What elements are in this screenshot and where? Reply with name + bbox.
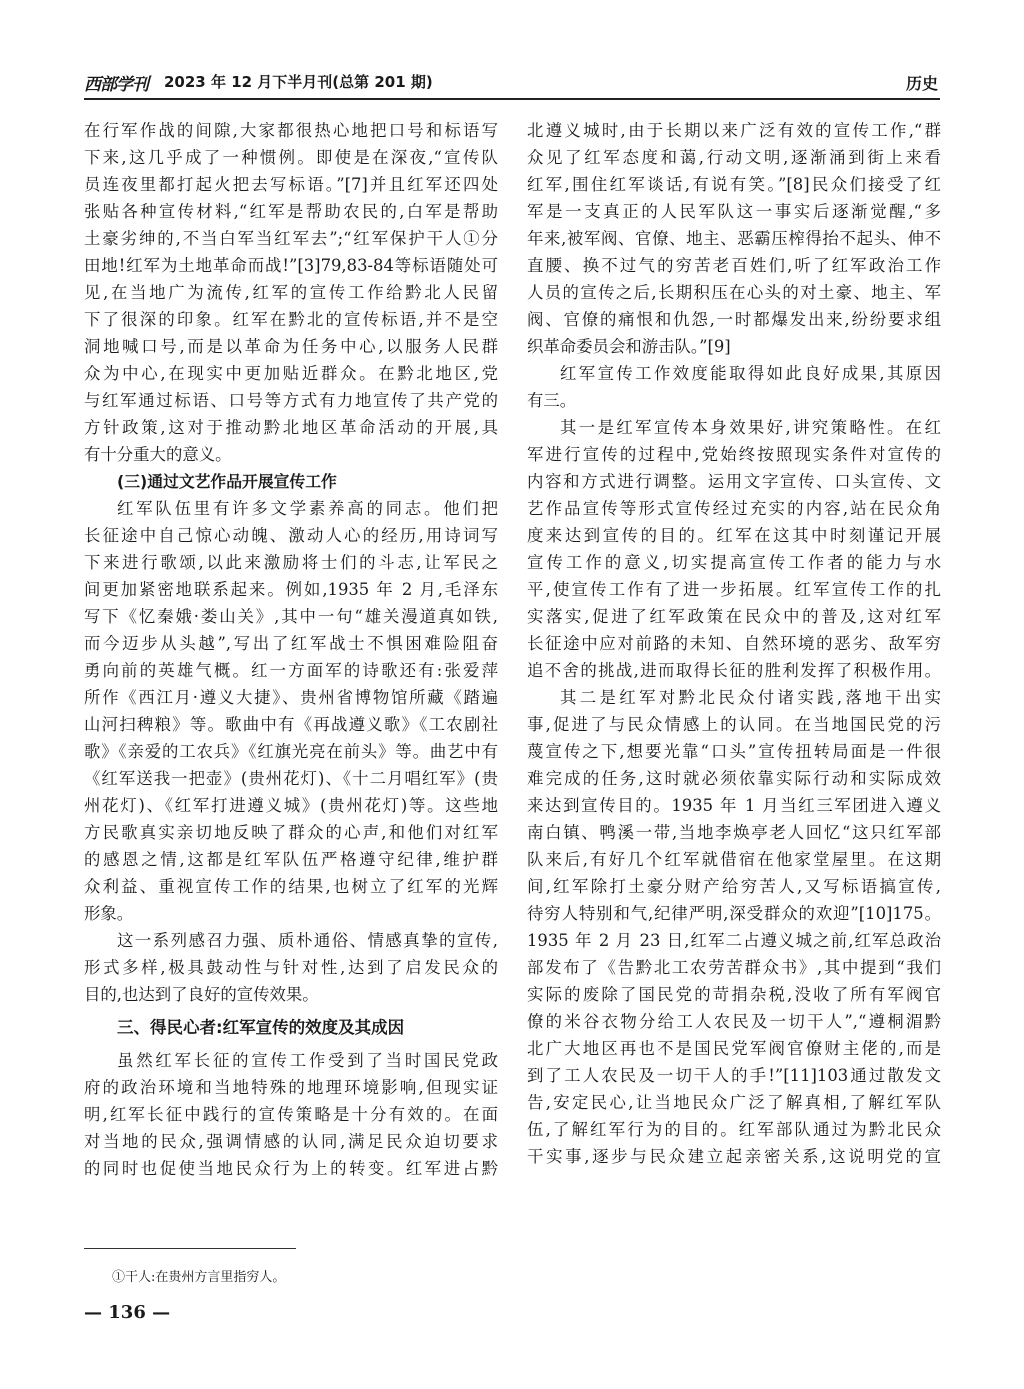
page-number: — 136 —: [84, 1302, 171, 1323]
text-line: 下了很深的印象。红军在黔北的宣传标语,并不是空: [84, 310, 498, 329]
text-line: 州花灯)、《红军打进遵义城》(贵州花灯)等。这些地: [84, 796, 498, 815]
footnote: ①干人:在贵州方言里指穷人。: [112, 1270, 286, 1285]
text-line: 方民歌真实亲切地反映了群众的心声,和他们对红军: [84, 823, 498, 842]
issue-info: 2023 年 12 月下半月刊(总第 201 期): [164, 73, 433, 91]
text-line: 间更加紧密地联系起来。例如,1935 年 2 月,毛泽东: [84, 580, 498, 599]
text-line: 这一系列感召力强、质朴通俗、情感真挚的宣传,: [117, 931, 498, 950]
text-line: 府的政治环境和当地特殊的地理环境影响,但现实证: [84, 1078, 498, 1097]
text-line: 干实事,逐步与民众建立起亲密关系,这说明党的宣: [527, 1147, 941, 1166]
journal-logo: 西部学刊: [84, 75, 148, 95]
section-heading: 三、得民心者:红军宣传的效度及其成因: [117, 1018, 405, 1037]
text-line: 红军宣传工作效度能取得如此良好成果,其原因: [560, 364, 941, 383]
text-line: 员连夜里都打起火把去写标语。”[7]并且红军还四处: [84, 175, 498, 194]
text-line: 平,使宣传工作有了进一步拓展。红军宣传工作的扎: [527, 580, 941, 599]
text-line: 北广大地区再也不是国民党军阀官僚财主佬的,而是: [527, 1039, 941, 1058]
text-line: 到了工人农民及一切干人的手!”[11]103通过散发文: [527, 1066, 941, 1085]
text-line: 形式多样,极具鼓动性与针对性,达到了启发民众的: [84, 958, 498, 977]
text-line: 艺作品宣传等形式宣传经过充实的内容,站在民众角: [527, 499, 941, 518]
text-line: 宣传工作的意义,切实提高宣传工作者的能力与水: [527, 553, 941, 572]
right-column: [527, 117, 941, 1170]
text-line: 的感恩之情,这都是红军队伍严格遵守纪律,维护群: [84, 850, 498, 869]
text-line: 众为中心,在现实中更加贴近群众。在黔北地区,党: [84, 364, 498, 383]
text-line: 伍,了解红军行为的目的。红军部队通过为黔北民众: [527, 1120, 941, 1139]
text-line: 在行军作战的间隙,大家都很热心地把口号和标语写: [84, 121, 498, 140]
text-line: 见,在当地广为流传,红军的宣传工作给黔北人民留: [84, 283, 498, 302]
text-line: 直腰、换不过气的穷苦老百姓们,听了红军政治工作: [527, 256, 941, 275]
text-line: 歌》《亲爱的工农兵》《红旗光亮在前头》等。曲艺中有: [84, 742, 498, 761]
left-column: [84, 117, 498, 1182]
text-line: 众见了红军态度和蔼,行动文明,逐渐涌到街上来看: [527, 148, 941, 167]
text-line: 蔑宣传之下,想要光靠“口头”宣传扭转局面是一件很: [527, 742, 941, 761]
text-line: 实际的废除了国民党的苛捐杂税,没收了所有军阀官: [527, 985, 941, 1004]
text-line: 明,红军长征中践行的宣传策略是十分有效的。在面: [84, 1105, 498, 1124]
text-line: 对当地的民众,强调情感的认同,满足民众迫切要求: [84, 1132, 498, 1151]
text-line: 山河扫稗粮》等。歌曲中有《再战遵义歌》《工农剧社: [84, 715, 498, 734]
subsection-heading: (三)通过文艺作品开展宣传工作: [117, 472, 337, 491]
text-line: 待穷人特别和气,纪律严明,深受群众的欢迎”[10]175。: [527, 904, 941, 923]
text-line: 南白镇、鸭溪一带,当地李焕亭老人回忆“这只红军部: [527, 823, 941, 842]
text-line: 实落实,促进了红军政策在民众中的普及,这对红军: [527, 607, 941, 626]
text-line: 织革命委员会和游击队。”[9]: [527, 337, 731, 356]
text-line: 难完成的任务,这时就必须依靠实际行动和实际成效: [527, 769, 941, 788]
text-line: 土豪劣绅的,不当白军当红军去”;“红军保护干人①分: [84, 229, 498, 248]
text-line: 张贴各种宣传材料,“红军是帮助农民的,白军是帮助: [84, 202, 498, 221]
text-line: 有十分重大的意义。: [84, 445, 232, 464]
text-line: 队来后,有好几个红军就借宿在他家堂屋里。在这期: [527, 850, 941, 869]
text-line: 阀、官僚的痛恨和仇怨,一时都爆发出来,纷纷要求组: [527, 310, 941, 329]
text-line: 下来进行歌颂,以此来激励将士们的斗志,让军民之: [84, 553, 498, 572]
text-line: 来达到宣传目的。1935 年 1 月当红三军团进入遵义: [527, 796, 941, 815]
text-line: 勇向前的英雄气概。红一方面军的诗歌还有:张爱萍: [84, 661, 498, 680]
text-line: 《红军送我一把壶》(贵州花灯)、《十二月唱红军》(贵: [84, 769, 498, 788]
text-line: 有三。: [527, 391, 577, 410]
text-line: 方针政策,这对于推动黔北地区革命活动的开展,具: [84, 418, 498, 437]
text-line: 红军队伍里有许多文学素养高的同志。他们把: [117, 499, 498, 518]
text-line: 的同时也促使当地民众行为上的转变。红军进占黔: [84, 1159, 498, 1178]
text-line: 部发布了《告黔北工农劳苦群众书》,其中提到“我们: [527, 958, 941, 977]
text-line: 与红军通过标语、口号等方式有力地宣传了共产党的: [84, 391, 498, 410]
text-line: 田地!红军为土地革命而战!”[3]79,83-84等标语随处可: [84, 256, 498, 275]
section-label: 历史: [905, 74, 938, 93]
footnote-divider: [84, 1248, 296, 1249]
text-line: 其二是红军对黔北民众付诸实践,落地干出实: [560, 688, 941, 707]
text-line: 众利益、重视宣传工作的结果,也树立了红军的光辉: [84, 877, 498, 896]
text-line: 内容和方式进行调整。运用文字宣传、口头宣传、文: [527, 472, 941, 491]
text-line: 长征途中应对前路的未知、自然环境的恶劣、敌军穷: [527, 634, 941, 653]
text-line: 虽然红军长征的宣传工作受到了当时国民党政: [117, 1051, 498, 1070]
text-line: 1935 年 2 月 23 日,红军二占遵义城之前,红军总政治: [527, 931, 941, 950]
text-line: 事,促进了与民众情感上的认同。在当地国民党的污: [527, 715, 941, 734]
text-line: 形象。: [84, 904, 134, 923]
text-line: 其一是红军宣传本身效果好,讲究策略性。在红: [560, 418, 941, 437]
text-line: 而今迈步从头越”,写出了红军战士不惧困难险阻奋: [84, 634, 498, 653]
text-line: 所作《西江月·遵义大捷》、贵州省博物馆所藏《踏遍: [84, 688, 498, 707]
text-line: 红军,围住红军谈话,有说有笑。”[8]民众们接受了红: [527, 175, 941, 194]
text-line: 写下《忆秦娥·娄山关》,其中一句“雄关漫道真如铁,: [84, 607, 498, 626]
text-line: 长征途中自己惊心动魄、激动人心的经历,用诗词写: [84, 526, 498, 545]
text-line: 告,安定民心,让当地民众广泛了解真相,了解红军队: [527, 1093, 941, 1112]
text-line: 军进行宣传的过程中,党始终按照现实条件对宣传的: [527, 445, 941, 464]
text-line: 僚的米谷衣物分给工人农民及一切干人”,“遵桐湄黔: [527, 1012, 941, 1031]
text-line: 洞地喊口号,而是以革命为任务中心,以服务人民群: [84, 337, 498, 356]
text-line: 追不舍的挑战,进而取得长征的胜利发挥了积极作用。: [527, 661, 941, 680]
text-line: 军是一支真正的人民军队这一事实后逐渐觉醒,“多: [527, 202, 941, 221]
text-line: 目的,也达到了良好的宣传效果。: [84, 985, 319, 1004]
text-line: 度来达到宣传的目的。红军在这其中时刻谨记开展: [527, 526, 941, 545]
text-line: 下来,这几乎成了一种惯例。即使是在深夜,“宣传队: [84, 148, 498, 167]
text-line: 人员的宣传之后,长期积压在心头的对土豪、地主、军: [527, 283, 941, 302]
text-line: 北遵义城时,由于长期以来广泛有效的宣传工作,“群: [527, 121, 941, 140]
text-line: 间,红军除打土豪分财产给穷苦人,又写标语搞宣传,: [527, 877, 941, 896]
page-header: [84, 68, 940, 100]
text-line: 年来,被军阀、官僚、地主、恶霸压榨得抬不起头、伸不: [527, 229, 941, 248]
